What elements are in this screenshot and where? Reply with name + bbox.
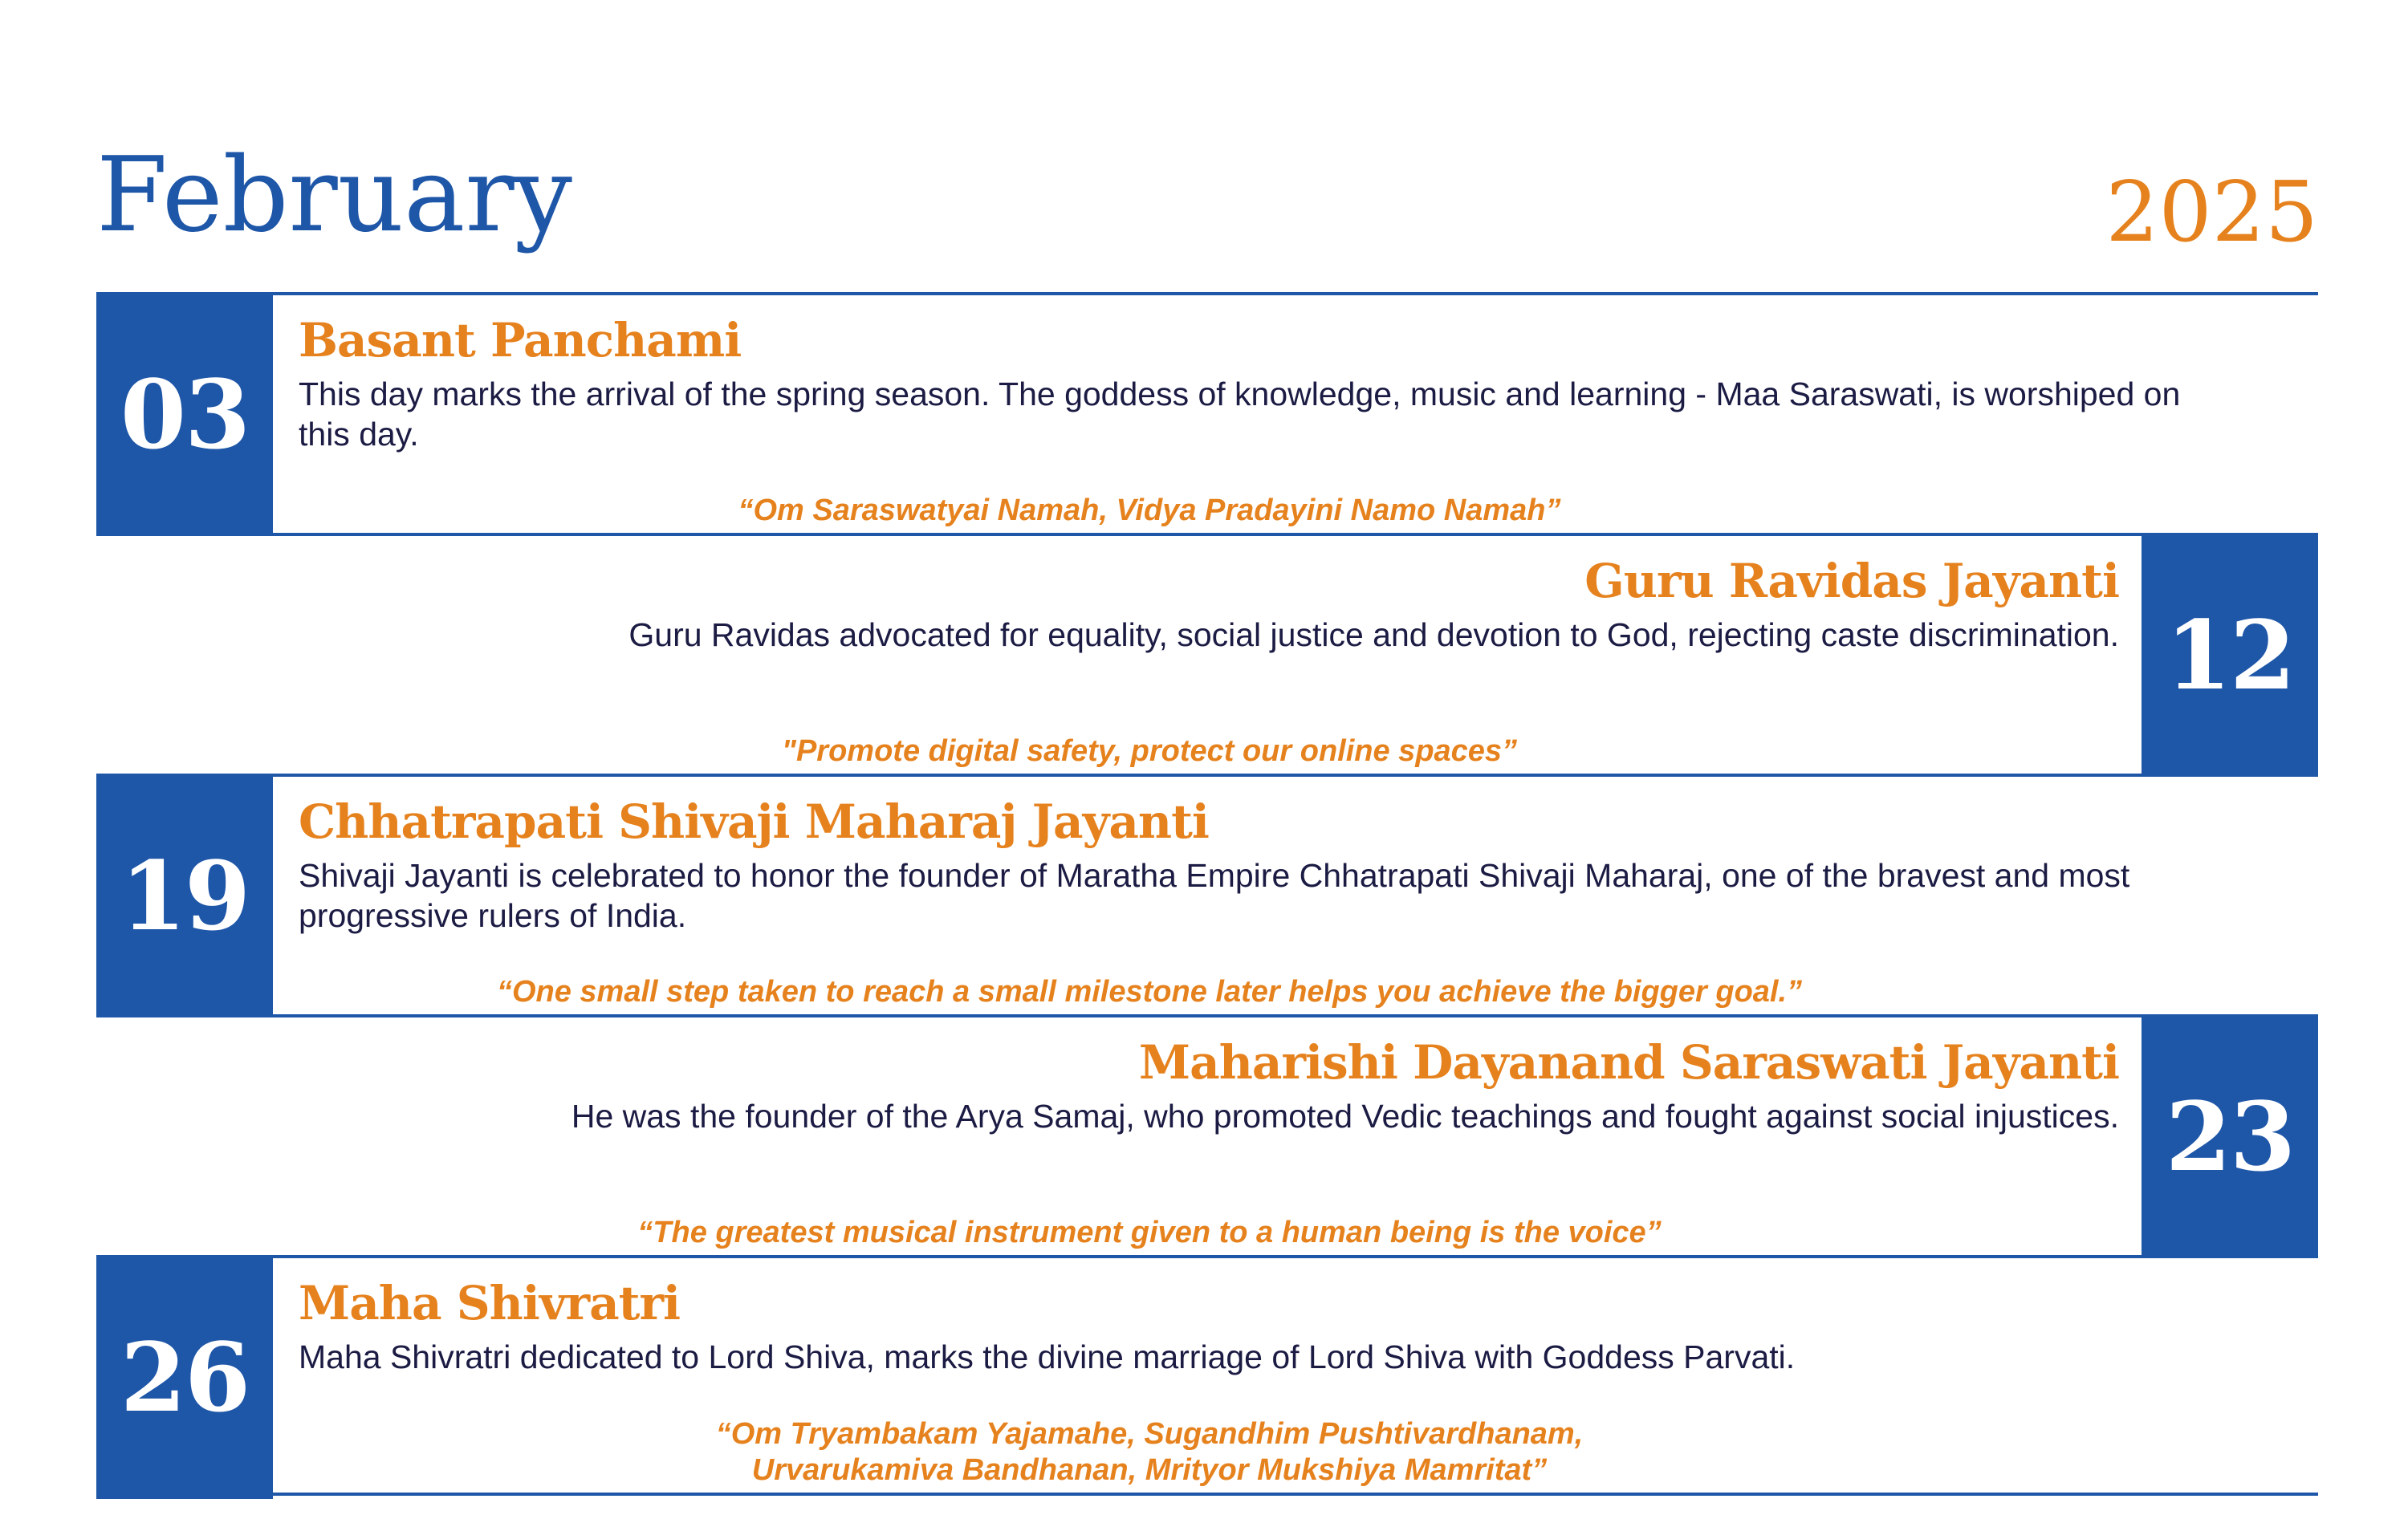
event-row [96,292,2318,533]
event-description: Guru Ravidas advocated for equality, social justice and devotion to God, rejecting caste discrimination. [628,615,2119,653]
event-description: This day marks the arrival of the spring season. The goddess of knowledge, music and learning - Maa Saraswati, is worshiped on this day. [299,375,2181,453]
event-title: Maha Shivratri [299,1276,681,1330]
date-badge: 23 [2142,1014,2318,1258]
date-badge: 12 [2142,533,2318,777]
date-badge: 19 [96,774,273,1017]
event-quote: “The greatest musical instrument given to a human being is the voice” [637,1216,1662,1250]
event-description: Shivaji Jayanti is celebrated to honor the founder of Maratha Empire Chhatrapati Shivaji Maharaj, one of the bravest and most progressive rulers of India. [299,856,2130,935]
event-quote: “Om Tryambakam Yajamahe, Sugandhim Pushtivardhanam, Urvarukamiva Bandhanan, Mrityor Mukshiya Mamritat” [715,1416,1584,1488]
event-title: Maharishi Dayanand Saraswati Jayanti [1138,1035,2119,1090]
event-row [96,533,2318,774]
event-row [96,774,2318,1014]
event-description: Maha Shivratri dedicated to Lord Shiva, marks the divine marriage of Lord Shiva with Goddess Parvati. [299,1338,1796,1375]
event-title: Guru Ravidas Jayanti [1584,554,2119,608]
event-description: He was the founder of the Arya Samaj, who promoted Vedic teachings and fought against social injustices. [571,1097,2119,1135]
event-quote: "Promote digital safety, protect our online spaces” [781,734,1518,769]
year-title: 2025 [2105,163,2318,261]
event-row [96,1014,2318,1255]
event-title: Basant Panchami [299,313,742,368]
event-quote: “Om Saraswatyai Namah, Vidya Pradayini Namo Namah” [738,493,1561,528]
month-title: February [96,136,572,255]
event-title: Chhatrapati Shivaji Maharaj Jayanti [299,794,1209,849]
date-badge: 26 [96,1255,273,1499]
date-badge: 03 [96,292,273,536]
event-list [96,292,2318,1496]
event-row [96,1255,2318,1496]
event-quote: “One small step taken to reach a small milestone later helps you achieve the bigger goal.” [496,975,1803,1009]
